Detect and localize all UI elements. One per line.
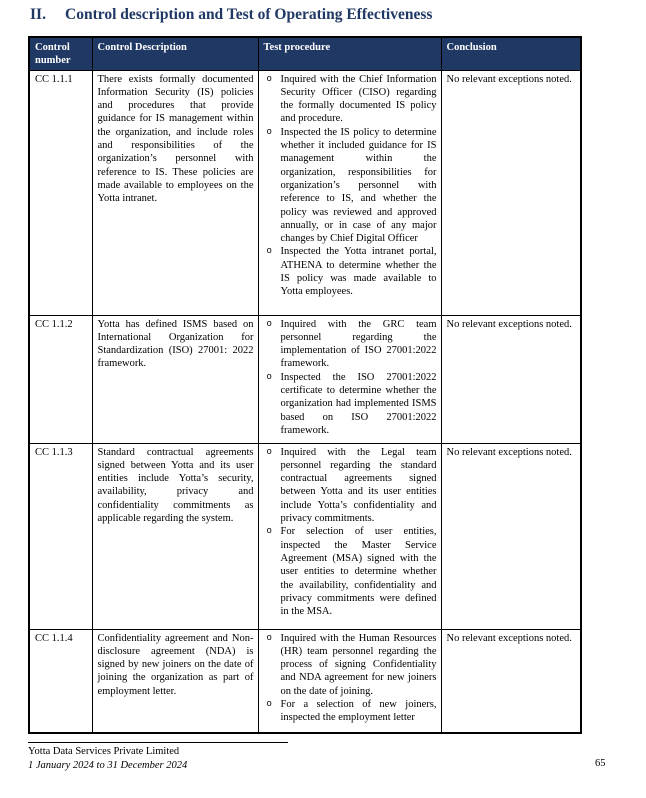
control-description-cell: Confidentiality agreement and Non-disclosure agreement (NDA) is signed by new joiners on the date of joining the organization as part of employment letter. xyxy=(92,629,258,733)
footer-divider xyxy=(28,742,288,743)
col-header-control-description: Control Description xyxy=(92,37,258,70)
procedure-text: For a selection of new joiners, inspected the employment letter xyxy=(280,699,437,724)
table-row xyxy=(29,70,581,315)
bullet-marker: o xyxy=(266,526,272,537)
bullet-marker: o xyxy=(266,73,272,84)
controls-table xyxy=(28,36,582,734)
bullet-marker: o xyxy=(266,699,272,710)
procedure-text: Inspected the IS policy to determine whether it included guidance for IS management within the organization, responsibilities for organization’s personnel with reference to IS, and whether the policy was reviewed and approved annually, or in case of any major changes by Chief Digital Officer xyxy=(280,126,437,245)
control-description-cell: There exists formally documented Information Security (IS) policies and procedures that provide guidance for IS management within the organization, and include roles and responsibilities of the organization’s personnel with reference to IS. These policies are made available to employees on the Yotta intranet. xyxy=(92,70,258,315)
control-number-cell: CC 1.1.1 xyxy=(29,70,92,315)
table-row xyxy=(29,315,581,443)
procedure-text: Inquired with the Chief Information Security Officer (CISO) regarding the formally documented IS policy and procedure. xyxy=(280,73,437,125)
conclusion-cell: No relevant exceptions noted. xyxy=(441,315,581,443)
procedure-text: Inquired with the Human Resources (HR) team personnel regarding the process of signing Confidentiality and NDA agreement for new joiners on the date of joining. xyxy=(280,632,437,697)
procedure-text: Inquired with the Legal team personnel regarding the standard contractual agreements signed between Yotta and its user entities include Yotta’s confidentiality and privacy commitments. xyxy=(280,446,437,525)
col-header-conclusion: Conclusion xyxy=(441,37,581,70)
procedure-text: Inspected the ISO 27001:2022 certificate to determine whether the organization had implemented ISMS based on ISO 27001:2022 framework. xyxy=(280,371,437,436)
procedure-item xyxy=(264,126,437,246)
procedure-item xyxy=(264,698,437,725)
control-number-cell: CC 1.1.2 xyxy=(29,315,92,443)
test-procedure-cell xyxy=(258,629,441,733)
bullet-marker: o xyxy=(266,126,272,137)
footer-period: 1 January 2024 to 31 December 2024 xyxy=(28,759,188,771)
conclusion-cell: No relevant exceptions noted. xyxy=(441,629,581,733)
procedure-item xyxy=(264,73,437,126)
procedure-item xyxy=(264,318,437,371)
table-header-row xyxy=(29,37,581,70)
bullet-marker: o xyxy=(266,446,272,457)
procedure-item xyxy=(264,371,437,437)
col-header-control-number: Control number xyxy=(29,37,92,70)
section-title-text: Control description and Test of Operating Effectiveness xyxy=(65,6,433,23)
procedure-text: For selection of user entities, inspected the Master Service Agreement (MSA) signed with the user entities to determine whether the availability, confidentiality and privacy commitments were defined in the MSA. xyxy=(280,526,437,618)
col-header-test-procedure: Test procedure xyxy=(258,37,441,70)
page-footer xyxy=(28,742,328,772)
control-description-cell: Yotta has defined ISMS based on International Organization for Standardization (ISO) 27001: 2022 framework. xyxy=(92,315,258,443)
conclusion-cell: No relevant exceptions noted. xyxy=(441,443,581,629)
control-number-cell: CC 1.1.3 xyxy=(29,443,92,629)
bullet-marker: o xyxy=(266,318,272,329)
test-procedure-cell xyxy=(258,443,441,629)
procedure-text: Inquired with the GRC team personnel regarding the implementation of ISO 27001:2022 framework. xyxy=(280,318,437,370)
section-numeral: II. xyxy=(30,6,46,23)
footer-company: Yotta Data Services Private Limited xyxy=(28,746,180,757)
page-title xyxy=(30,6,432,24)
test-procedure-cell xyxy=(258,70,441,315)
procedure-item xyxy=(264,446,437,526)
control-description-cell: Standard contractual agreements signed between Yotta and its user entities include Yotta’s security, availability, privacy and confidentiality commitments as applicable regarding the system. xyxy=(92,443,258,629)
conclusion-cell: No relevant exceptions noted. xyxy=(441,70,581,315)
table-row xyxy=(29,629,581,733)
procedure-item xyxy=(264,525,437,618)
test-procedure-cell xyxy=(258,315,441,443)
bullet-marker: o xyxy=(266,632,272,643)
bullet-marker: o xyxy=(266,371,272,382)
procedure-item xyxy=(264,632,437,698)
control-number-cell: CC 1.1.4 xyxy=(29,629,92,733)
bullet-marker: o xyxy=(266,246,272,257)
procedure-item xyxy=(264,245,437,298)
procedure-text: Inspected the Yotta intranet portal, ATHENA to determine whether the IS policy was made available to Yotta employees. xyxy=(280,246,437,298)
table-row xyxy=(29,443,581,629)
page-number: 65 xyxy=(595,758,606,769)
